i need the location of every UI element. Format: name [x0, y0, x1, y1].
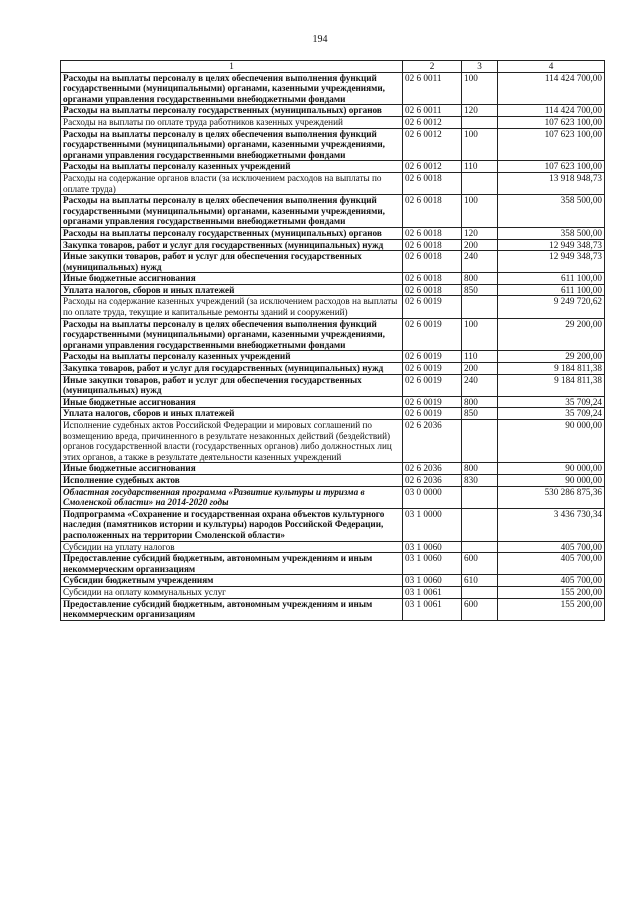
cell-name: Субсидии бюджетным учреждениям [61, 575, 403, 587]
column-header-name: 1 [61, 61, 403, 73]
cell-name: Расходы на выплаты персоналу казенных учреждений [61, 351, 403, 363]
table-row [61, 508, 605, 541]
cell-code: 02 6 0018 [403, 273, 462, 285]
cell-name: Расходы на выплаты по оплате труда работников казенных учреждений [61, 116, 403, 128]
table-row [61, 284, 605, 296]
cell-amount: 35 709,24 [498, 408, 605, 420]
cell-amount: 405 700,00 [498, 541, 605, 553]
cell-vr: 830 [462, 474, 498, 486]
cell-name: Расходы на выплаты персоналу государственных (муниципальных) органов [61, 227, 403, 239]
cell-name: Предоставление субсидий бюджетным, автономным учреждениям и иным некоммерческим организациям [61, 598, 403, 620]
cell-code: 03 1 0061 [403, 598, 462, 620]
cell-code: 02 6 0018 [403, 239, 462, 251]
cell-code: 02 6 0018 [403, 227, 462, 239]
cell-vr: 200 [462, 239, 498, 251]
cell-amount: 155 200,00 [498, 586, 605, 598]
cell-name: Расходы на содержание казенных учреждений (за исключением расходов на выплаты по оплате труда, текущие и капитальные ремонты зданий и сооружений) [61, 296, 403, 318]
cell-amount: 358 500,00 [498, 195, 605, 228]
cell-code: 02 6 2036 [403, 474, 462, 486]
cell-vr: 110 [462, 351, 498, 363]
cell-name: Исполнение судебных актов Российской Федерации и мировых соглашений по возмещению вреда, причиненного в результате незаконных действий (бездействий) органов государственной власти (государственных органов) либо должностных лиц этих органов, а также в результате деятельности казенных учреждений [61, 420, 403, 463]
cell-name: Иные закупки товаров, работ и услуг для обеспечения государственных (муниципальных) нужд [61, 251, 403, 273]
cell-code: 02 6 0011 [403, 105, 462, 117]
table-row [61, 195, 605, 228]
table-row [61, 598, 605, 620]
cell-vr: 240 [462, 374, 498, 396]
cell-code: 02 6 0019 [403, 408, 462, 420]
table-row [61, 172, 605, 194]
cell-name: Расходы на выплаты персоналу в целях обеспечения выполнения функций государственными (муниципальными) органами, казенными учреждениями, органами управления государственными внебюджетными фондами [61, 195, 403, 228]
cell-amount: 358 500,00 [498, 227, 605, 239]
cell-name: Субсидии на оплату коммунальных услуг [61, 586, 403, 598]
cell-name: Уплата налогов, сборов и иных платежей [61, 284, 403, 296]
table-row [61, 105, 605, 117]
cell-code: 03 1 0060 [403, 541, 462, 553]
cell-code: 03 1 0060 [403, 553, 462, 575]
cell-name: Расходы на выплаты персоналу в целях обеспечения выполнения функций государственными (муниципальными) органами, казенными учреждениями, органами управления государственными внебюджетными фондами [61, 128, 403, 161]
cell-vr: 800 [462, 396, 498, 408]
table-row [61, 463, 605, 475]
cell-name: Расходы на выплаты персоналу государственных (муниципальных) органов [61, 105, 403, 117]
cell-vr: 120 [462, 227, 498, 239]
cell-vr: 850 [462, 284, 498, 296]
cell-amount: 90 000,00 [498, 463, 605, 475]
cell-vr: 100 [462, 195, 498, 228]
cell-code: 02 6 2036 [403, 420, 462, 463]
column-header-code: 2 [403, 61, 462, 73]
column-header-amount: 4 [498, 61, 605, 73]
cell-code: 02 6 0019 [403, 296, 462, 318]
cell-code: 02 6 0019 [403, 318, 462, 351]
table-row [61, 474, 605, 486]
cell-name: Иные бюджетные ассигнования [61, 273, 403, 285]
cell-name: Иные закупки товаров, работ и услуг для обеспечения государственных (муниципальных) нужд [61, 374, 403, 396]
cell-amount: 114 424 700,00 [498, 105, 605, 117]
cell-vr: 100 [462, 128, 498, 161]
table-row [61, 586, 605, 598]
cell-code: 02 6 0018 [403, 284, 462, 296]
cell-amount: 9 184 811,38 [498, 363, 605, 375]
table-header-row [61, 61, 605, 73]
cell-vr: 120 [462, 105, 498, 117]
table-row [61, 296, 605, 318]
cell-name: Предоставление субсидий бюджетным, автономным учреждениям и иным некоммерческим организациям [61, 553, 403, 575]
cell-code: 02 6 0011 [403, 72, 462, 105]
cell-code: 03 1 0060 [403, 575, 462, 587]
table-row [61, 408, 605, 420]
table-row [61, 396, 605, 408]
cell-code: 03 1 0061 [403, 586, 462, 598]
cell-code: 02 6 0019 [403, 374, 462, 396]
cell-name: Подпрограмма «Сохранение и государственная охрана объектов культурного наследия (памятников истории и культуры) народов Российской Федерации, расположенных на территории Смоленской области» [61, 508, 403, 541]
cell-name: Субсидии на уплату налогов [61, 541, 403, 553]
cell-amount: 107 623 100,00 [498, 116, 605, 128]
cell-amount: 611 100,00 [498, 273, 605, 285]
cell-amount: 12 949 348,73 [498, 251, 605, 273]
cell-vr: 110 [462, 161, 498, 173]
cell-amount: 530 286 875,36 [498, 486, 605, 508]
cell-amount: 107 623 100,00 [498, 128, 605, 161]
cell-vr: 800 [462, 463, 498, 475]
cell-code: 02 6 0018 [403, 251, 462, 273]
cell-code: 02 6 0012 [403, 116, 462, 128]
table-row [61, 363, 605, 375]
cell-name: Расходы на выплаты персоналу казенных учреждений [61, 161, 403, 173]
cell-name: Областная государственная программа «Развитие культуры и туризма в Смоленской области» на 2014-2020 годы [61, 486, 403, 508]
table-row [61, 227, 605, 239]
cell-amount: 90 000,00 [498, 474, 605, 486]
cell-amount: 35 709,24 [498, 396, 605, 408]
cell-name: Расходы на выплаты персоналу в целях обеспечения выполнения функций государственными (муниципальными) органами, казенными учреждениями, органами управления государственными внебюджетными фондами [61, 318, 403, 351]
cell-vr: 850 [462, 408, 498, 420]
table-body [61, 72, 605, 620]
cell-amount: 405 700,00 [498, 575, 605, 587]
table-row [61, 128, 605, 161]
cell-amount: 114 424 700,00 [498, 72, 605, 105]
table-row [61, 116, 605, 128]
cell-vr: 600 [462, 598, 498, 620]
cell-vr [462, 586, 498, 598]
cell-vr: 100 [462, 318, 498, 351]
cell-vr [462, 508, 498, 541]
cell-name: Уплата налогов, сборов и иных платежей [61, 408, 403, 420]
table-row [61, 72, 605, 105]
cell-code: 02 6 0019 [403, 396, 462, 408]
cell-name: Иные бюджетные ассигнования [61, 396, 403, 408]
cell-amount: 13 918 948,73 [498, 172, 605, 194]
cell-vr [462, 420, 498, 463]
cell-name: Исполнение судебных актов [61, 474, 403, 486]
cell-vr: 800 [462, 273, 498, 285]
cell-code: 03 0 0000 [403, 486, 462, 508]
cell-vr [462, 541, 498, 553]
cell-amount: 9 249 720,62 [498, 296, 605, 318]
cell-code: 02 6 0019 [403, 351, 462, 363]
cell-name: Расходы на выплаты персоналу в целях обеспечения выполнения функций государственными (муниципальными) органами, казенными учреждениями, органами управления государственными внебюджетными фондами [61, 72, 403, 105]
cell-code: 02 6 0019 [403, 363, 462, 375]
cell-vr: 610 [462, 575, 498, 587]
cell-amount: 155 200,00 [498, 598, 605, 620]
column-header-vr: 3 [462, 61, 498, 73]
cell-name: Расходы на содержание органов власти (за исключением расходов на выплаты по оплате труда) [61, 172, 403, 194]
cell-amount: 3 436 730,34 [498, 508, 605, 541]
cell-amount: 611 100,00 [498, 284, 605, 296]
cell-code: 02 6 0018 [403, 195, 462, 228]
cell-code: 02 6 0012 [403, 128, 462, 161]
cell-name: Иные бюджетные ассигнования [61, 463, 403, 475]
cell-amount: 90 000,00 [498, 420, 605, 463]
cell-vr [462, 172, 498, 194]
table-row [61, 420, 605, 463]
cell-vr [462, 296, 498, 318]
cell-code: 02 6 0012 [403, 161, 462, 173]
cell-amount: 29 200,00 [498, 318, 605, 351]
table-row [61, 541, 605, 553]
cell-vr: 600 [462, 553, 498, 575]
table-row [61, 486, 605, 508]
cell-vr: 100 [462, 72, 498, 105]
cell-amount: 9 184 811,38 [498, 374, 605, 396]
cell-amount: 107 623 100,00 [498, 161, 605, 173]
cell-name: Закупка товаров, работ и услуг для государственных (муниципальных) нужд [61, 363, 403, 375]
table-row [61, 374, 605, 396]
cell-amount: 29 200,00 [498, 351, 605, 363]
table-row [61, 575, 605, 587]
cell-vr [462, 116, 498, 128]
table-row [61, 553, 605, 575]
cell-code: 03 1 0000 [403, 508, 462, 541]
cell-vr: 240 [462, 251, 498, 273]
cell-vr: 200 [462, 363, 498, 375]
table-row [61, 351, 605, 363]
cell-code: 02 6 0018 [403, 172, 462, 194]
table-row [61, 239, 605, 251]
table-row [61, 273, 605, 285]
page-number: 194 [312, 34, 328, 45]
table-row [61, 251, 605, 273]
cell-vr [462, 486, 498, 508]
cell-name: Закупка товаров, работ и услуг для государственных (муниципальных) нужд [61, 239, 403, 251]
cell-amount: 405 700,00 [498, 553, 605, 575]
budget-table [60, 60, 605, 621]
table-row [61, 161, 605, 173]
table-row [61, 318, 605, 351]
cell-amount: 12 949 348,73 [498, 239, 605, 251]
cell-code: 02 6 2036 [403, 463, 462, 475]
